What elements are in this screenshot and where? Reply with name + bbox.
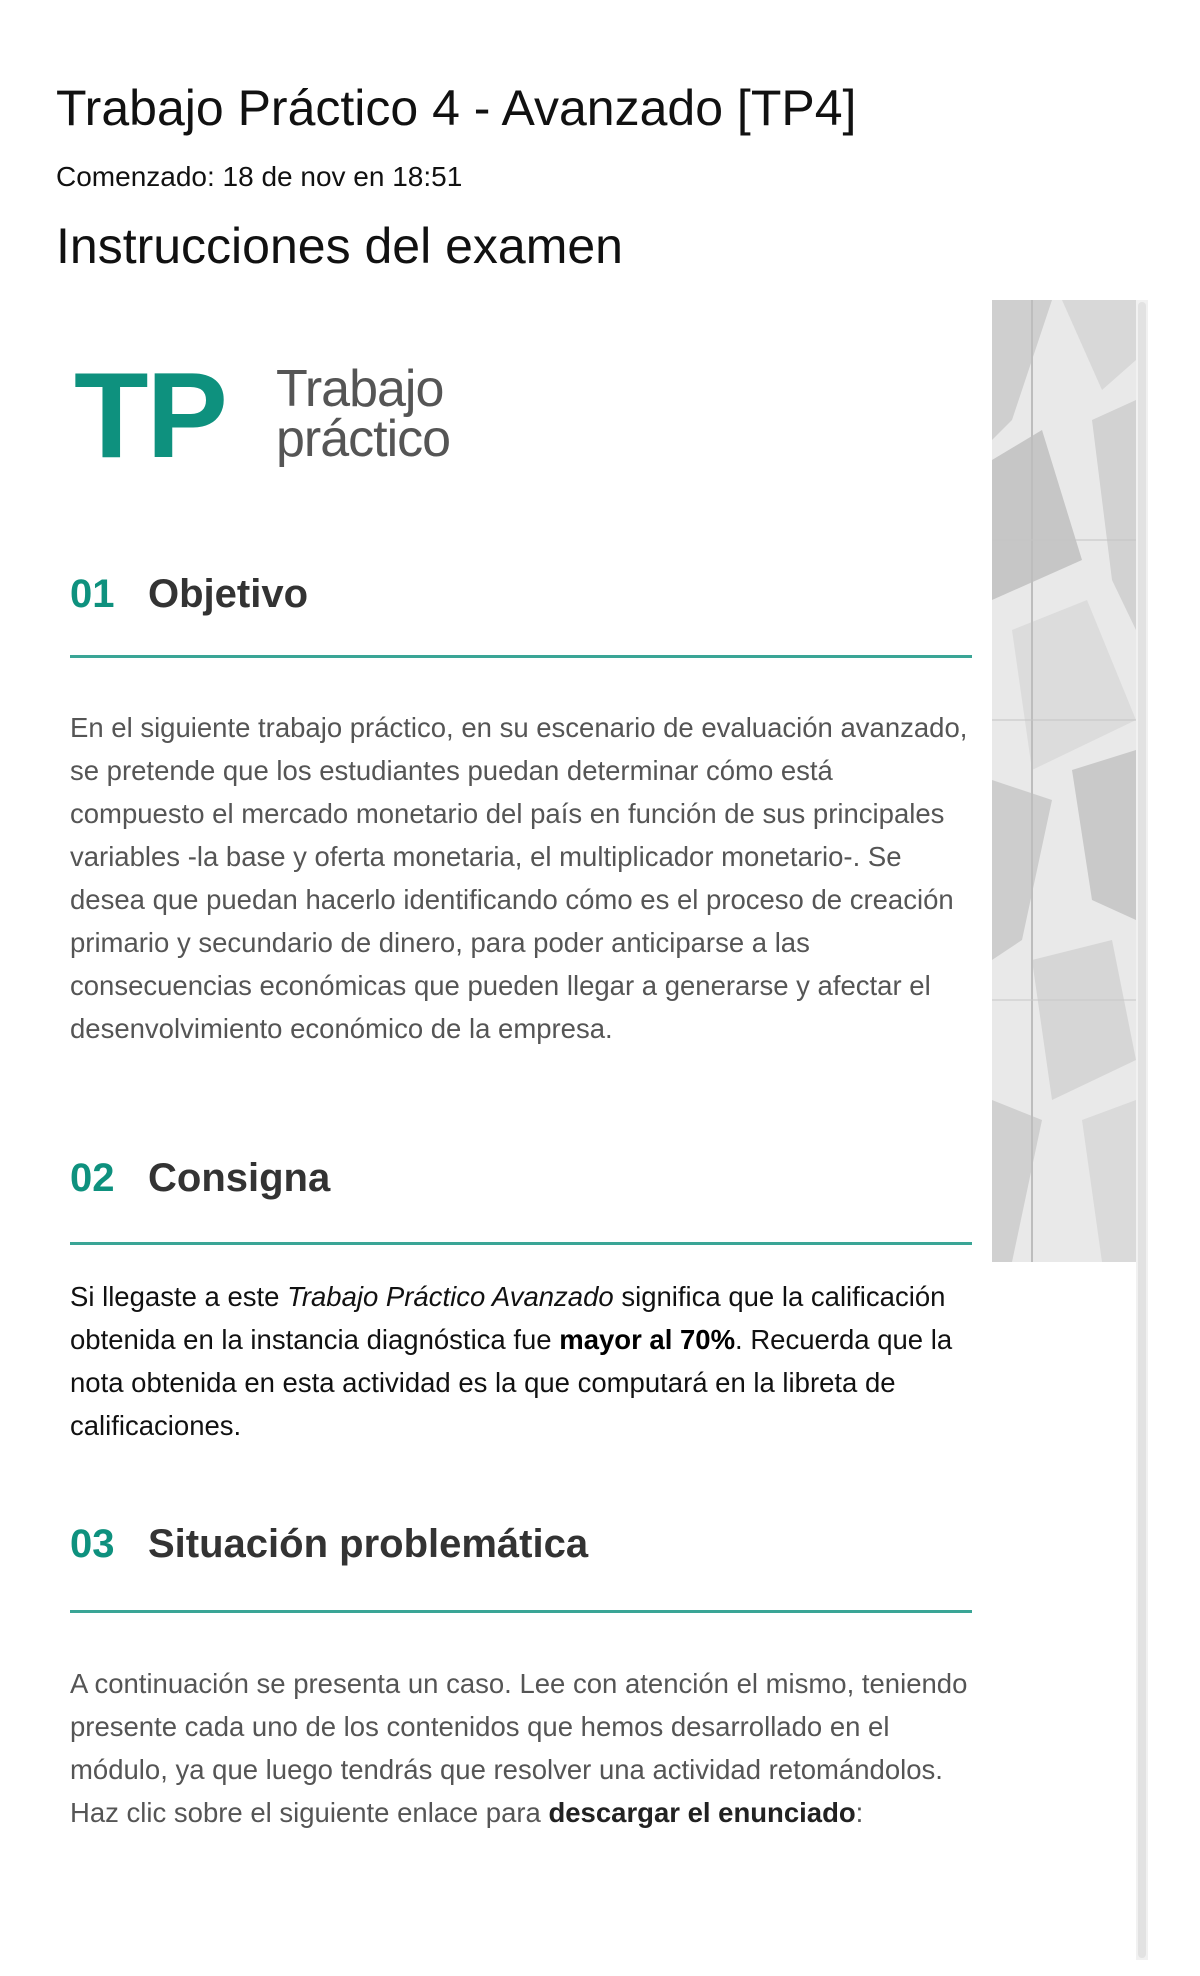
section-body-situacion: [70, 1662, 970, 1834]
section-divider: [70, 1242, 972, 1245]
body-text: significa que la calificación obtenida en la instancia diagnóstica fue: [70, 1281, 946, 1355]
logo-mark: TP: [74, 347, 226, 483]
tp-logo: [74, 347, 494, 483]
section-divider: [70, 1610, 972, 1613]
section-title: Objetivo: [148, 572, 309, 616]
download-statement-label: descargar el enunciado: [548, 1797, 856, 1828]
section-body-objetivo: En el siguiente trabajo práctico, en su escenario de evaluación avanzado, se pretende que los estudiantes puedan determinar cómo está compuesto el mercado monetario del país en función de sus principales variables -la base y oferta monetaria, el multiplicador monetario-. Se desea que puedan hacerlo identificando cómo es el proceso de creación primario y secundario de dinero, para poder anticiparse a las consecuencias económicas que pueden llegar a generarse y afectar el desenvolvimiento económico de la empresa.: [70, 712, 968, 1044]
logo-word-line2: práctico: [276, 410, 451, 468]
section-heading-situacion: [70, 1514, 972, 1574]
section-heading-consigna: [70, 1148, 972, 1208]
body-text: . Recuerda que la nota obtenida en esta actividad es la que computará en la libreta de calificaciones.: [70, 1324, 953, 1441]
body-bold: mayor al 70%: [559, 1324, 736, 1355]
section-number: 01: [70, 572, 115, 616]
section-divider: [70, 655, 972, 658]
section-title: Situación problemática: [148, 1522, 589, 1566]
decorative-architecture-image: [992, 300, 1136, 1262]
section-body-consigna: [70, 1275, 970, 1447]
body-text: :: [855, 1797, 864, 1828]
started-timestamp: Comenzado: 18 de nov en 18:51: [56, 161, 463, 192]
body-text: A continuación se presenta un caso. Lee con atención el mismo, teniendo presente cada uno de los contenidos que hemos desarrollado en el módulo, ya que luego tendrás que resolver una actividad retomándolos. Haz clic sobre el siguiente enlace para: [70, 1668, 968, 1828]
body-italic: Trabajo Práctico Avanzado: [287, 1281, 614, 1312]
logo-word-line1: Trabajo: [276, 360, 444, 418]
exam-instructions-heading: Instrucciones del examen: [56, 218, 623, 274]
logo-wordmark: [276, 360, 451, 468]
scrollbar-thumb[interactable]: [1138, 302, 1146, 1958]
section-title: Consigna: [148, 1156, 331, 1200]
section-number: 02: [70, 1156, 115, 1200]
page-title: Trabajo Práctico 4 - Avanzado [TP4]: [56, 80, 857, 136]
section-number: 03: [70, 1522, 115, 1566]
body-text: Si llegaste a este: [70, 1281, 288, 1312]
instructions-content-frame: [56, 300, 1136, 1960]
section-heading-objetivo: [70, 564, 972, 624]
